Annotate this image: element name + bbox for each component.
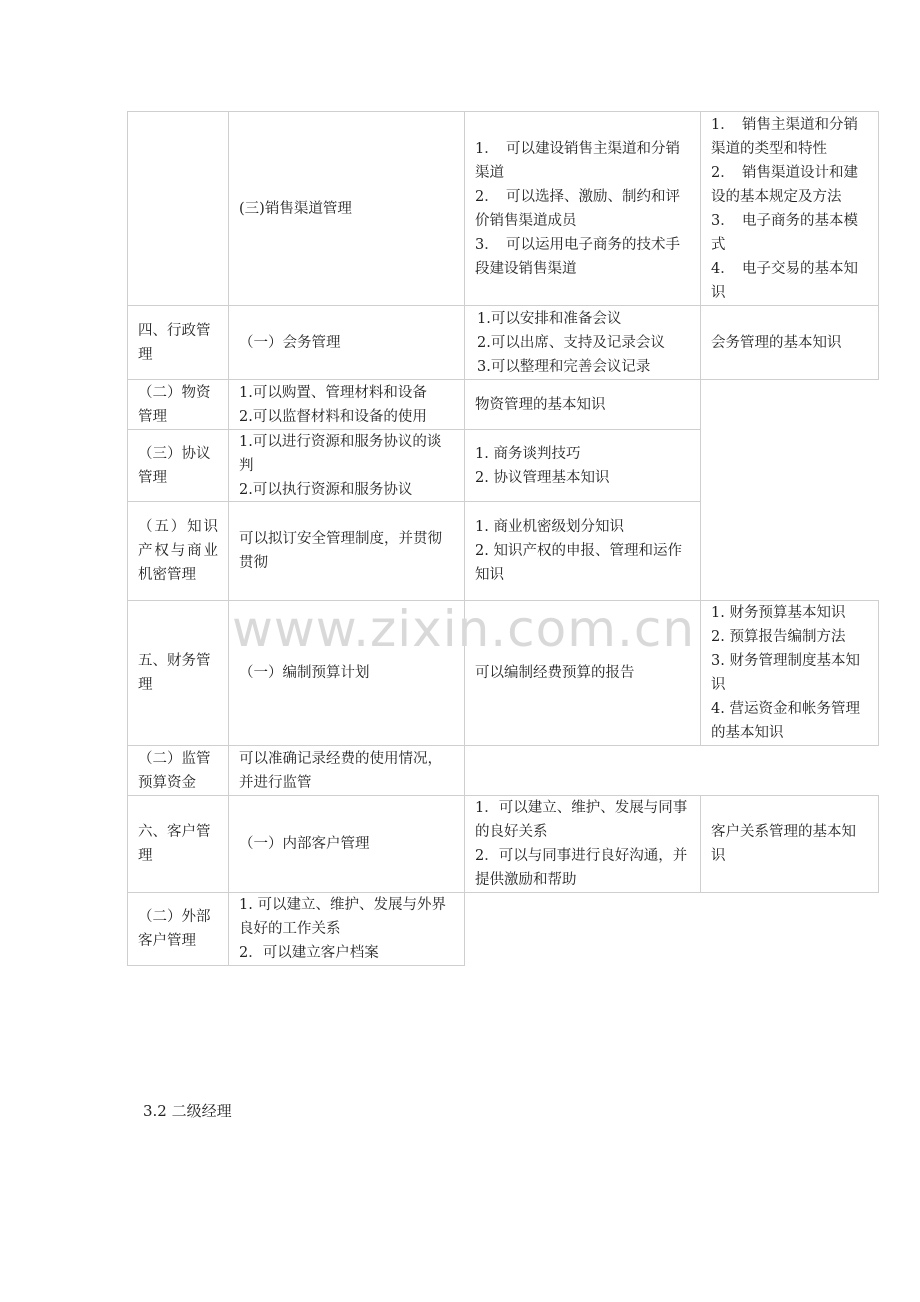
section-caption: 3.2 二级经理 — [143, 1102, 232, 1120]
row-ip-col3 — [464, 501, 701, 601]
agreement-knowledge-2: 2. 协议管理基本知识 — [475, 469, 610, 486]
row-agreement-col3 — [464, 429, 701, 502]
external-customer-skill-1: 1. 可以建立、维护、发展与外界良好的工作关系 — [239, 897, 446, 937]
row-budget-col2 — [228, 745, 465, 796]
budget-supervision-title: （二）监管预算资金 — [138, 750, 211, 791]
sales-knowledge-1: 1． 销售主渠道和分销渠道的类型和特性 — [711, 116, 858, 157]
finance-category: 五、财务管理 — [138, 653, 211, 693]
agreement-skill-2: 2.可以执行资源和服务协议 — [239, 481, 413, 498]
row-material-col1 — [127, 379, 229, 430]
finance-knowledge-1: 1. 财务预算基本知识 — [711, 605, 846, 621]
row-ip-col1 — [127, 501, 229, 601]
meeting-knowledge: 会务管理的基本知识 — [711, 334, 842, 351]
row-sales-col1 — [127, 111, 229, 306]
material-knowledge: 物资管理的基本知识 — [475, 396, 606, 413]
sales-skill-3: 3． 可以运用电子商务的技术手段建设销售渠道 — [475, 236, 680, 277]
sales-skill-1: 1． 可以建设销售主渠道和分销渠道 — [475, 140, 680, 181]
external-customer-skill-2: 2．可以建立客户档案 — [239, 945, 379, 961]
row-material-col2 — [228, 379, 465, 430]
row-finance-col4 — [700, 600, 879, 746]
row-budget-col1 — [127, 745, 229, 796]
finance-knowledge-3: 3. 财务管理制度基本知识 — [711, 653, 860, 693]
row-admin-col3 — [464, 305, 701, 380]
meeting-skill-2: 2.可以出席、支持及记录会议 — [477, 334, 665, 351]
row-material-col3 — [464, 379, 701, 430]
external-customer-title: （二）外部客户管理 — [138, 909, 211, 949]
row-admin-col4 — [700, 305, 879, 380]
budget-supervision-skill: 可以准确记录经费的使用情况，并进行监管 — [239, 750, 442, 791]
admin-category: 四、行政管理 — [138, 322, 211, 363]
row-external-col1 — [127, 892, 229, 966]
row-sales-col2 — [228, 111, 465, 306]
sales-knowledge-2: 2． 销售渠道设计和建设的基本规定及方法 — [711, 164, 858, 205]
row-finance-col3 — [464, 600, 701, 746]
row-finance-col2 — [228, 600, 465, 746]
row-customer-col4 — [700, 795, 879, 893]
budget-plan-title: （一）编制预算计划 — [239, 665, 370, 681]
budget-skill: 可以编制经费预算的报告 — [475, 665, 635, 681]
row-customer-col2 — [228, 795, 465, 893]
row-agreement-col2 — [228, 429, 465, 502]
agreement-knowledge-1: 1. 商务谈判技巧 — [475, 445, 581, 462]
ip-skill: 可以拟订安全管理制度，并贯彻贯彻 — [239, 531, 442, 571]
row-sales-col3 — [464, 111, 701, 306]
internal-customer-skill-1: 1．可以建立、维护、发展与同事的良好关系 — [475, 800, 688, 840]
sales-knowledge-3: 3． 电子商务的基本模式 — [711, 212, 858, 253]
ip-title: （五）知识产权与商业机密管理 — [138, 519, 218, 583]
sales-channel-title: (三)销售渠道管理 — [239, 200, 352, 217]
row-admin-col1 — [127, 305, 229, 380]
customer-category: 六、客户管理 — [138, 824, 211, 864]
sales-skill-2: 2． 可以选择、激励、制约和评价销售渠道成员 — [475, 188, 680, 229]
meeting-skill-1: 1.可以安排和准备会议 — [477, 310, 622, 327]
customer-knowledge: 客户关系管理的基本知识 — [711, 824, 856, 864]
row-agreement-col1 — [127, 429, 229, 502]
meeting-management-title: （一）会务管理 — [239, 334, 341, 351]
internal-customer-skill-2: 2．可以与同事进行良好沟通，并提供激励和帮助 — [475, 848, 688, 888]
row-external-col2 — [228, 892, 465, 966]
watermark: www.zixin.com.cn — [232, 600, 696, 658]
material-skill-1: 1.可以购置、管理材料和设备 — [239, 384, 427, 401]
sales-knowledge-4: 4． 电子交易的基本知识 — [711, 260, 858, 301]
internal-customer-title: （一）内部客户管理 — [239, 836, 370, 852]
agreement-skill-1: 1.可以进行资源和服务协议的谈判 — [239, 433, 442, 474]
material-title: （二）物资管理 — [138, 384, 211, 425]
row-admin-col2 — [228, 305, 465, 380]
material-skill-2: 2.可以监督材料和设备的使用 — [239, 408, 427, 425]
row-customer-col3 — [464, 795, 701, 893]
agreement-title: （三）协议管理 — [138, 445, 211, 486]
row-ip-col2 — [228, 501, 465, 601]
finance-knowledge-4: 4. 营运资金和帐务管理的基本知识 — [711, 701, 860, 741]
finance-knowledge-2: 2. 预算报告编制方法 — [711, 629, 846, 645]
row-finance-col1 — [127, 600, 229, 746]
row-sales-col4 — [700, 111, 879, 306]
row-customer-col1 — [127, 795, 229, 893]
meeting-skill-3: 3.可以整理和完善会议记录 — [477, 358, 651, 375]
ip-knowledge-1: 1. 商业机密级划分知识 — [475, 519, 624, 535]
ip-knowledge-2: 2. 知识产权的申报、管理和运作知识 — [475, 543, 682, 583]
